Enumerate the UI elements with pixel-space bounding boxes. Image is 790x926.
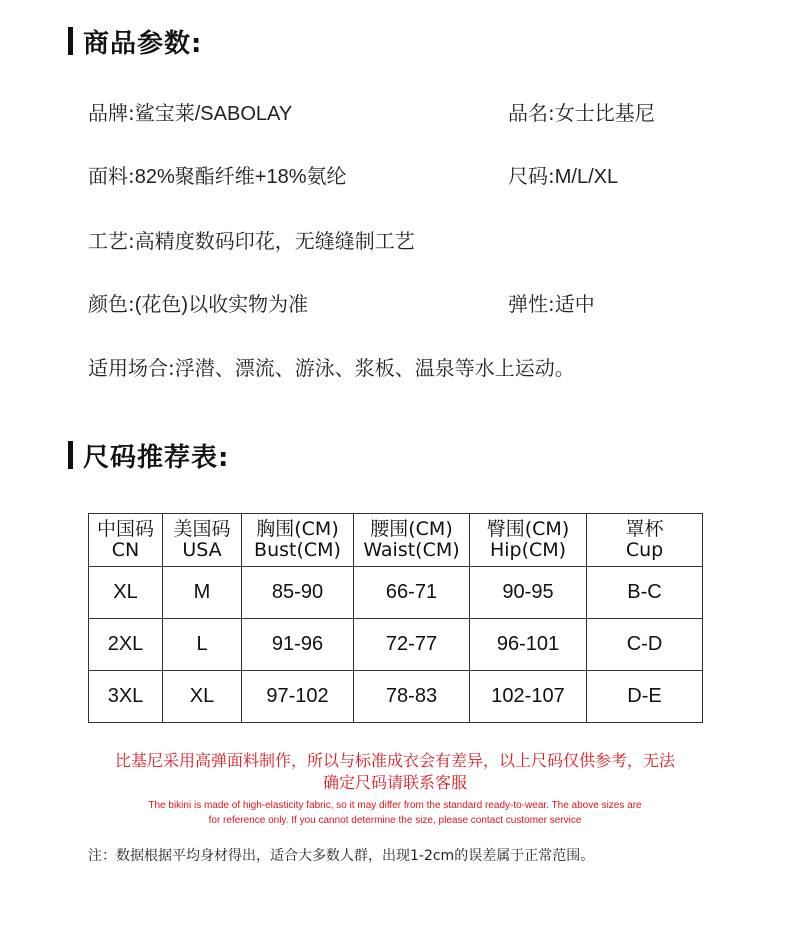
table-header-row xyxy=(89,514,703,567)
header-cell-cn: 中国码 xyxy=(96,518,154,540)
param-brand xyxy=(88,97,292,126)
header-cell-en: Hip(CM) xyxy=(489,539,567,561)
param-usage-value: 浮潜、漂流、游泳、浆板、温泉等水上运动。 xyxy=(174,358,575,380)
size-notice-cn xyxy=(70,750,720,794)
size-title-text: 尺码推荐表: xyxy=(83,442,230,473)
header-hip xyxy=(470,514,587,567)
param-craft-label: 工艺: xyxy=(88,229,135,253)
title-bar-decoration xyxy=(68,27,73,55)
param-fabric-value: 82%聚酯纤维+18%氨纶 xyxy=(134,166,347,188)
param-elasticity-label: 弹性: xyxy=(508,292,555,316)
params-section-title xyxy=(68,24,202,58)
param-brand-value: 鲨宝莱/SABOLAY xyxy=(134,103,293,125)
param-name-value: 女士比基尼 xyxy=(554,103,655,125)
size-notice-en-line1: The bikini is made of high-elasticity fabric, so it may differ from the standard ready-to-wear. The above sizes are xyxy=(148,800,642,811)
size-chart-table xyxy=(88,513,703,723)
size-notice-cn-line2: 确定尺码请联系客服 xyxy=(322,773,467,792)
size-notice-en-line2: for reference only. If you cannot determine the size, please contact customer service xyxy=(208,815,582,826)
table-cell: M xyxy=(163,567,242,619)
table-cell: 96-101 xyxy=(470,619,587,671)
table-cell: 3XL xyxy=(89,671,163,723)
param-size xyxy=(508,160,618,189)
param-size-value: M/L/XL xyxy=(554,166,619,188)
param-elasticity-value: 适中 xyxy=(554,294,595,316)
table-cell: C-D xyxy=(587,619,703,671)
header-cn xyxy=(89,514,163,567)
header-bust xyxy=(242,514,354,567)
header-cup xyxy=(587,514,703,567)
param-color xyxy=(88,288,308,317)
table-cell: 102-107 xyxy=(470,671,587,723)
size-notice-en xyxy=(70,798,720,828)
param-color-label: 颜色: xyxy=(88,292,135,316)
table-row xyxy=(89,567,703,619)
table-cell: 91-96 xyxy=(242,619,354,671)
param-usage-label: 适用场合: xyxy=(88,356,175,380)
header-cell-cn: 胸围(CM) xyxy=(256,518,339,540)
table-cell: 78-83 xyxy=(354,671,470,723)
table-cell: XL xyxy=(163,671,242,723)
param-color-value: (花色)以收实物为准 xyxy=(134,294,309,316)
param-name-label: 品名: xyxy=(508,101,555,125)
header-cell-en: Waist(CM) xyxy=(363,539,460,561)
table-cell: 97-102 xyxy=(242,671,354,723)
header-waist xyxy=(354,514,470,567)
table-cell: XL xyxy=(89,567,163,619)
table-cell: B-C xyxy=(587,567,703,619)
header-cell-en: Bust(CM) xyxy=(254,539,341,561)
param-name xyxy=(508,97,655,126)
size-notice-cn-line1: 比基尼采用高弹面料制作，所以与标准成衣会有差异，以上尺码仅供参考，无法 xyxy=(114,751,675,770)
param-fabric xyxy=(88,160,347,189)
param-elasticity xyxy=(508,288,595,317)
param-fabric-label: 面料: xyxy=(88,164,135,188)
header-cell-en: USA xyxy=(182,539,222,561)
param-brand-label: 品牌: xyxy=(88,101,135,125)
table-cell: 85-90 xyxy=(242,567,354,619)
table-cell: 2XL xyxy=(89,619,163,671)
table-row xyxy=(89,671,703,723)
header-cell-cn: 美国码 xyxy=(173,518,231,540)
title-bar-decoration xyxy=(68,441,73,469)
table-cell: 72-77 xyxy=(354,619,470,671)
param-size-label: 尺码: xyxy=(508,164,555,188)
table-cell: 90-95 xyxy=(470,567,587,619)
param-usage xyxy=(88,352,575,381)
param-craft xyxy=(88,225,415,254)
table-row xyxy=(89,619,703,671)
header-cell-cn: 罩杯 xyxy=(625,518,664,540)
param-craft-value: 高精度数码印花，无缝缝制工艺 xyxy=(134,231,415,253)
table-cell: L xyxy=(163,619,242,671)
table-cell: D-E xyxy=(587,671,703,723)
header-cell-cn: 臀围(CM) xyxy=(486,518,570,540)
header-cell-cn: 腰围(CM) xyxy=(370,518,453,540)
size-section-title xyxy=(68,438,229,472)
header-cell-en: CN xyxy=(111,539,140,561)
header-cell-en: Cup xyxy=(625,539,664,561)
footnote: 注：数据根据平均身材得出，适合大多数人群，出现1-2cm的误差属于正常范围。 xyxy=(88,848,595,864)
params-title-text: 商品参数: xyxy=(83,28,203,59)
header-usa xyxy=(163,514,242,567)
table-cell: 66-71 xyxy=(354,567,470,619)
